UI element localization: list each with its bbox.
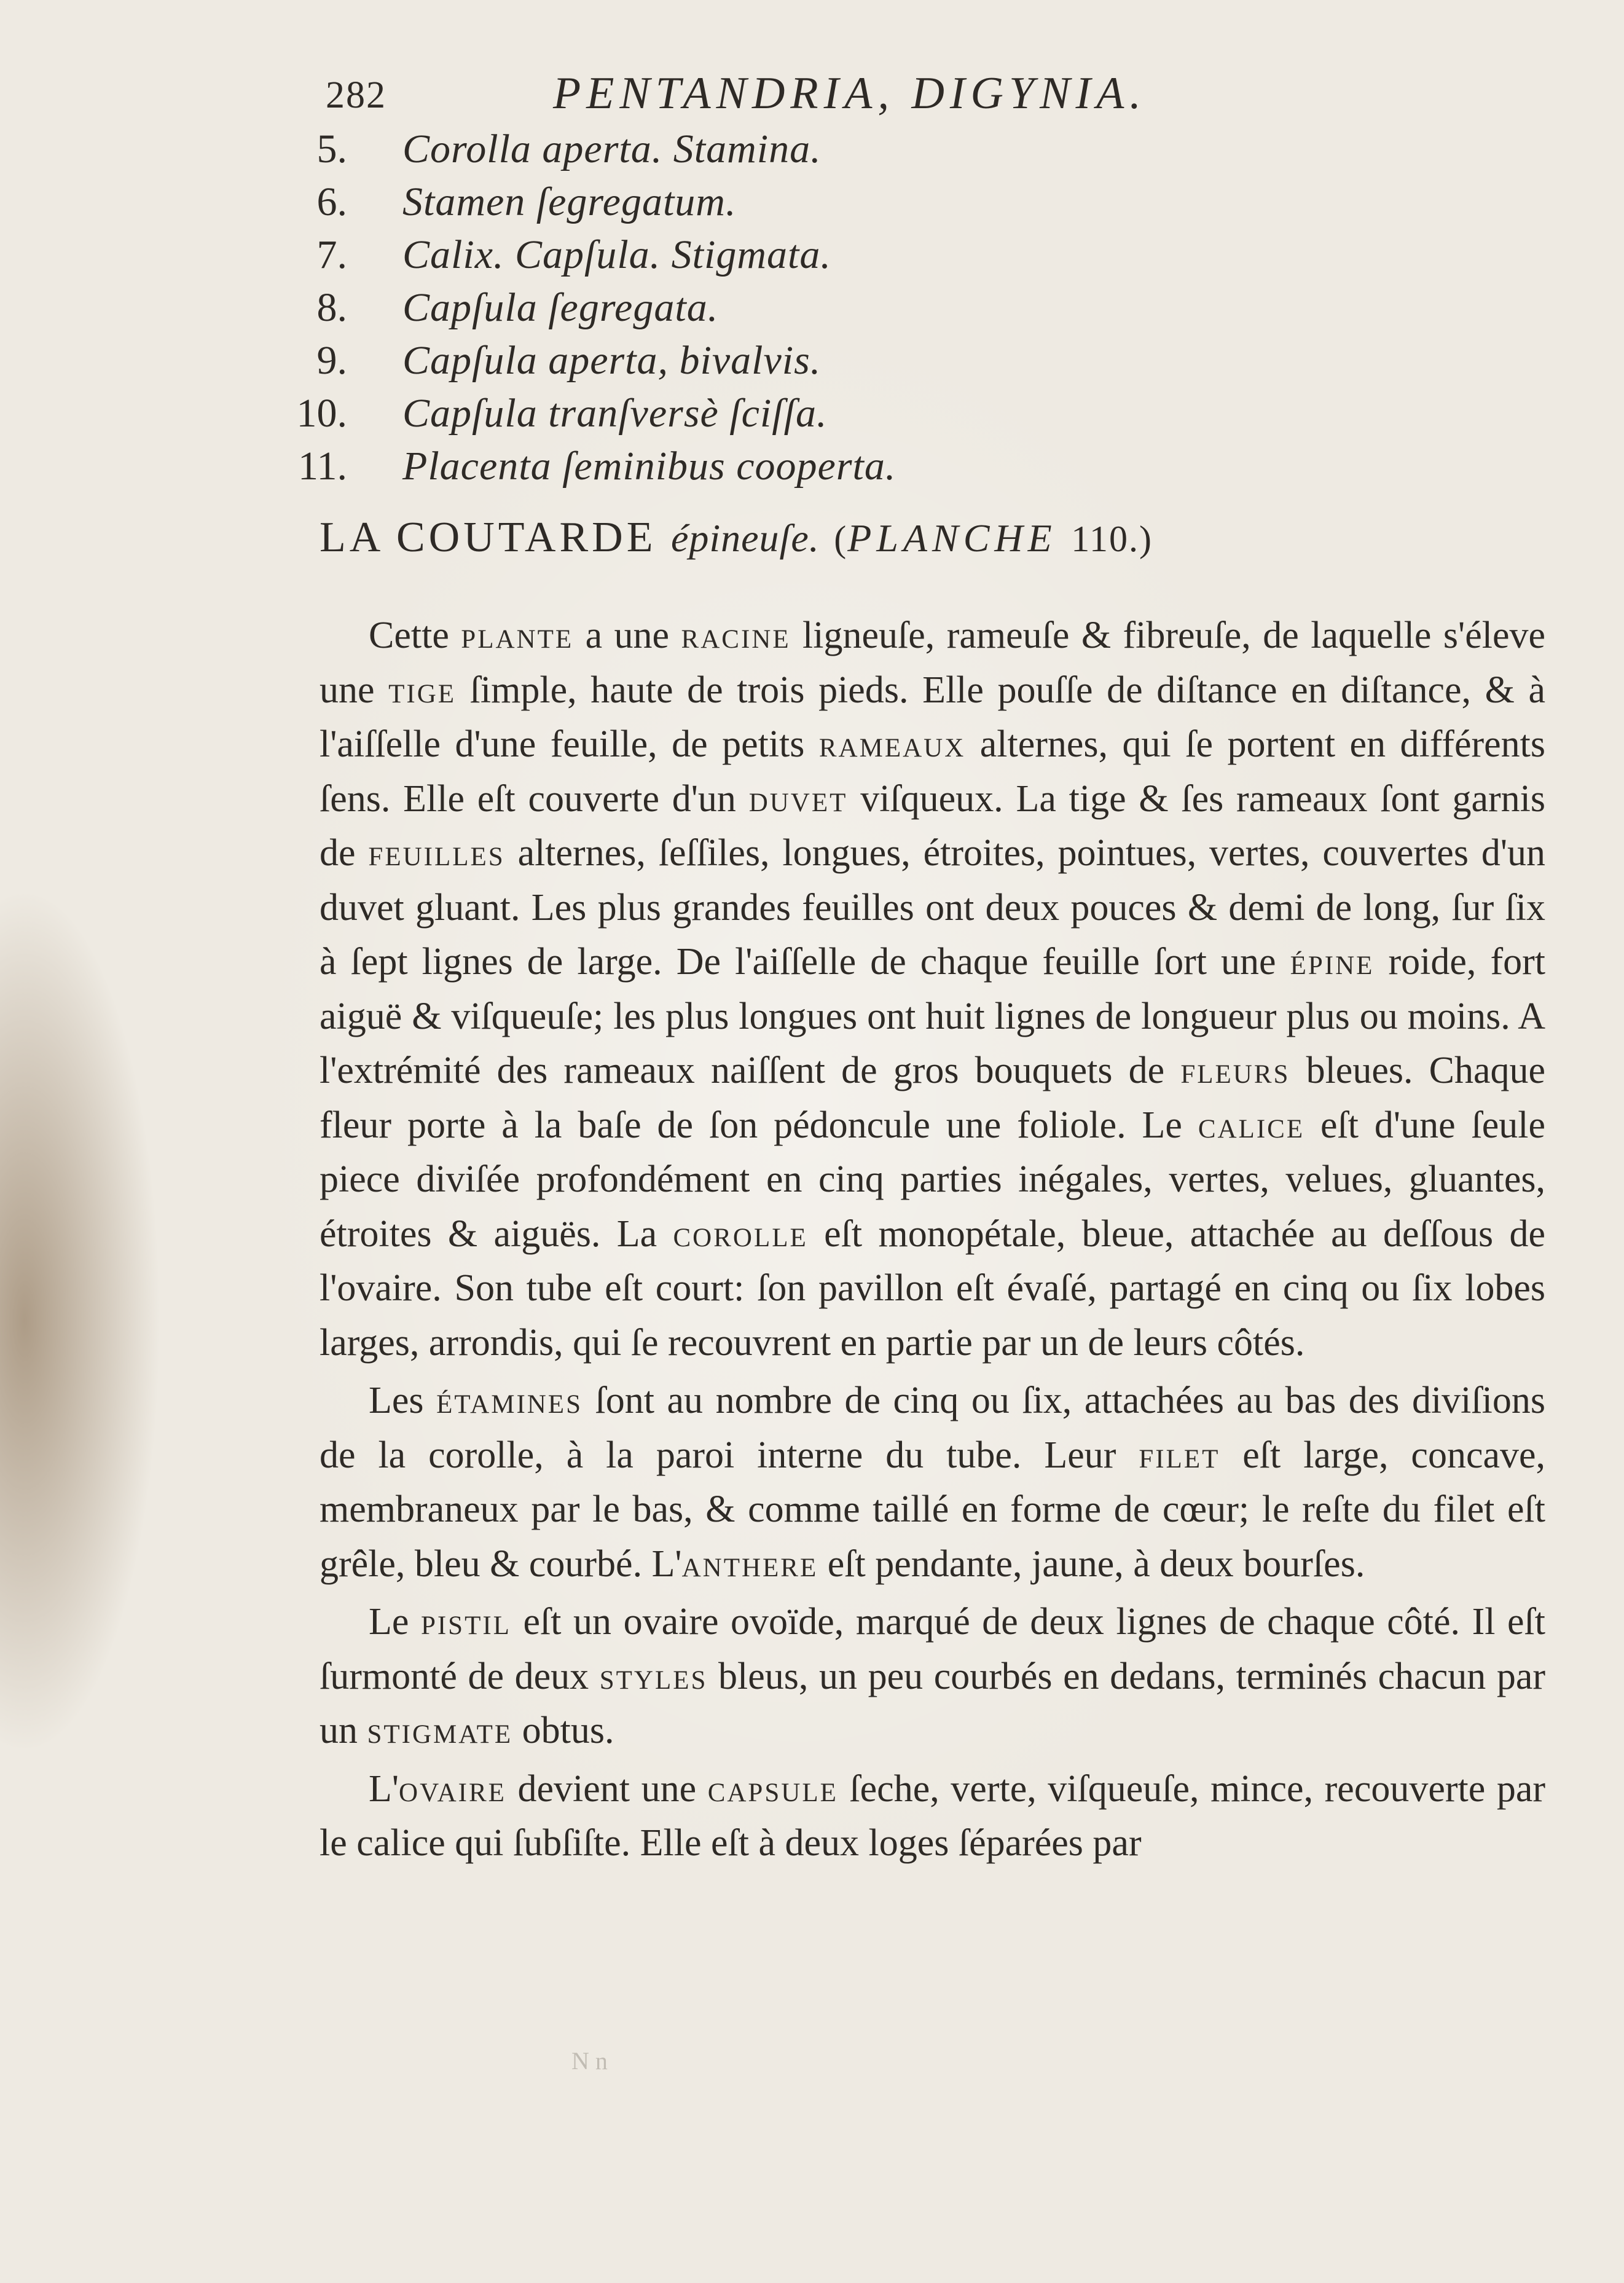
legend-item [316,176,1186,229]
text-run: Cette [369,615,461,656]
text-run: viſqueux. La tige & ſes rameaux ſont garnis de [320,777,1545,874]
text-run: bleues. Chaque fleur porte à la baſe de ſon pédoncule une foliole. Le [320,1050,1545,1146]
text-run: ſeche, verte, viſqueuſe, mince, recouverte par le calice qui ſubſiſte. Elle eſt à deux loges ſéparées par [320,1767,1545,1864]
small-caps-term: tige [388,669,457,711]
text-run: eſt monopétale, bleue, attachée au deſſous de l'ovaire. Son tube eſt court: ſon pavillon eſt évaſé, partagé en cinq ou ſix lobes larges, arrondis, qui ſe recouvrent en partie par un de leurs côtés. [320,1212,1545,1364]
legend-text: Capſula tranſversè ſciſſa. [402,391,828,436]
legend-item [316,229,1186,281]
small-caps-term: fleurs [1180,1050,1290,1091]
small-caps-term: filet [1139,1434,1220,1476]
description-body [320,608,1545,1874]
page-number: 282 [326,74,386,116]
small-caps-term: plante [461,615,574,656]
text-run: eſt pendante, jaune, à deux bourſes. [818,1542,1365,1585]
small-caps-term: calice [1198,1104,1305,1146]
page-header [326,68,1395,129]
small-caps-term: pistil [420,1601,511,1643]
text-run: ſimple, haute de trois pieds. Elle pouſſe de diſtance en diſtance, & à l'aiſſelle d'une feuille, de petits [320,669,1545,765]
section-heading [320,513,1426,562]
plate-legend [296,123,1186,493]
legend-text: Capſula ſegregata. [402,285,719,330]
running-title: PENTANDRIA, DIGYNIA. [553,68,1147,119]
legend-item [296,387,1186,440]
small-caps-term: anthere [681,1542,818,1585]
legend-number: 7. [316,232,347,277]
text-run: L' [369,1767,399,1810]
small-caps-term: stigmate [367,1710,513,1751]
legend-number: 11. [297,444,347,489]
plant-epithet: épineuſe. [670,516,820,560]
small-caps-term: feuilles [368,832,505,874]
small-caps-term: corolle [673,1212,808,1255]
signature-mark: N n [571,2047,608,2075]
legend-number: 8. [316,285,347,330]
legend-number: 10. [296,391,347,436]
paragraph [320,608,1545,1370]
text-run: eſt un ovaire ovoïde, marqué de deux lignes de chaque côté. Il eſt ſurmonté de deux [320,1601,1545,1697]
legend-number: 5. [316,127,347,171]
plant-name: LA COUTARDE [320,514,657,561]
text-run: obtus. [512,1710,614,1751]
text-run: ligneuſe, rameuſe & fibreuſe, de laquelle s'éleve une [320,615,1545,711]
plate-number: 110. [1071,519,1139,559]
legend-text: Stamen ſegregatum. [402,179,737,224]
legend-text: Placenta ſeminibus cooperta. [402,444,896,489]
small-caps-term: duvet [748,777,848,820]
text-run: bleus, un peu courbés en dedans, terminés chacun par un [320,1655,1545,1751]
text-run: devient une [506,1767,708,1810]
legend-item [316,281,1186,334]
legend-number: 9. [316,338,347,383]
paragraph [320,1373,1545,1591]
legend-text: Calix. Capſula. Stigmata. [402,232,831,277]
open-paren: ( [834,519,848,559]
planche-label: PLANCHE [847,516,1057,560]
small-caps-term: rameaux [818,723,966,765]
text-run: Le [369,1601,421,1643]
legend-text: Capſula aperta, bivalvis. [402,338,822,383]
small-caps-term: styles [599,1655,708,1697]
text-run: a une [573,615,681,656]
small-caps-term: étamines [436,1380,583,1421]
paragraph [320,1762,1545,1871]
legend-text: Corolla aperta. Stamina. [402,127,822,171]
text-run: eſt large, concave, membraneux par le bas, & comme taillé en forme de cœur; le reſte du filet eſt grêle, bleu & courbé. L' [320,1434,1545,1585]
legend-item [316,334,1186,387]
small-caps-term: ovaire [399,1767,506,1810]
text-run: alternes, qui ſe portent en différents ſens. Elle eſt couverte d'un [320,723,1545,820]
small-caps-term: capsule [707,1767,838,1810]
small-caps-term: racine [681,615,791,656]
legend-number: 6. [316,179,347,224]
close-paren: ) [1139,519,1153,559]
text-run: ſont au nombre de cinq ou ſix, attachées au bas des diviſions de la corolle, à la paroi interne du tube. Leur [320,1380,1545,1476]
text-run: alternes, ſeſſiles, longues, étroites, pointues, vertes, couvertes d'un duvet gluant. Les plus grandes feuilles ont deux pouces & demi de long, ſur ſix à ſept lignes de large. De l'aiſſelle de chaque feuille ſort une [320,832,1545,983]
paragraph [320,1595,1545,1758]
legend-item [316,123,1186,176]
text-run: Les [369,1380,437,1421]
text-run: eſt d'une ſeule piece diviſée profondément en cinq parties inégales, vertes, velues, gluantes, étroites & aiguës. La [320,1104,1545,1255]
legend-item [297,440,1186,493]
text-run: roide, fort aiguë & viſqueuſe; les plus longues ont huit lignes de longueur plus ou moins. A l'extrémité des rameaux naiſſent de gros bouquets de [320,941,1545,1091]
small-caps-term: épine [1290,941,1375,983]
